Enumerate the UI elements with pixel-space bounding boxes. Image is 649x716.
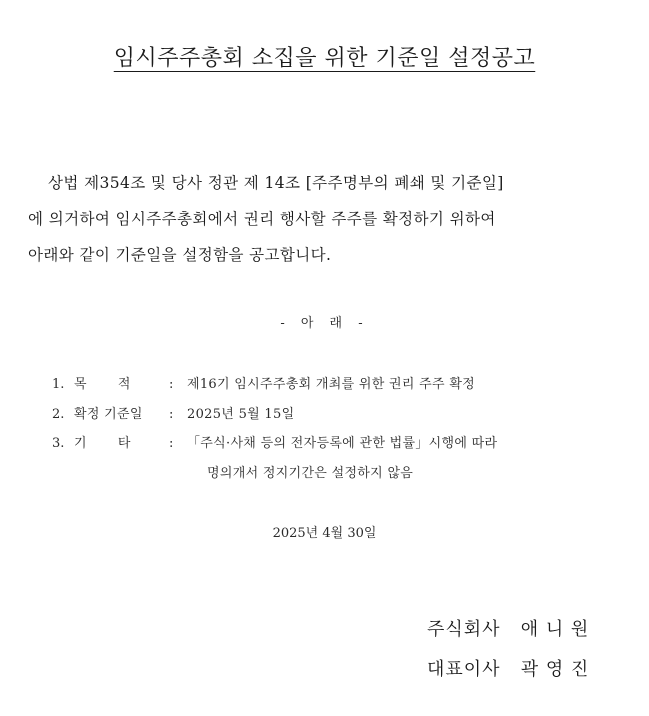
representative-name: 대표이사 곽 영 진 — [427, 659, 590, 680]
notice-body — [28, 165, 624, 273]
item-label: 목 적 — [74, 377, 131, 392]
company-name: 주식회사 애 니 원 — [427, 619, 590, 640]
item-list — [52, 370, 497, 488]
notice-date: 2025년 4월 30일 — [272, 526, 377, 541]
item-number: 3. — [52, 436, 65, 451]
body-line-3: 아래와 같이 기준일을 설정함을 공고합니다. — [28, 246, 332, 264]
item-colon: : — [169, 436, 174, 451]
body-line-1 — [28, 165, 624, 201]
item-value: 제16기 임시주주총회 개최를 위한 권리 주주 확정 — [187, 377, 476, 392]
item-label: 확정 기준일 — [74, 406, 143, 422]
item-value: 2025년 5월 15일 — [187, 406, 295, 422]
item-number: 2. — [52, 406, 65, 422]
item-continuation: 명의개서 정지기간은 설정하지 않음 — [207, 465, 414, 481]
item-value: 「주식·사채 등의 전자등록에 관한 법률」시행에 따라 — [187, 436, 498, 451]
item-label: 기 타 — [74, 436, 131, 451]
document-title — [0, 44, 649, 74]
title-text: 임시주주총회 소집을 위한 기준일 설정공고 — [113, 46, 536, 71]
list-item — [52, 370, 497, 400]
below-heading: - 아 래 - — [280, 316, 369, 331]
body-line-1-text: 상법 제354조 및 당사 정관 제 14조 [주주명부의 폐쇄 및 기준일] — [48, 174, 504, 192]
list-item — [52, 400, 497, 430]
list-item — [52, 429, 497, 459]
item-colon: : — [169, 377, 174, 392]
item-colon: : — [169, 406, 174, 422]
body-line-2: 에 의거하여 임시주주총회에서 권리 행사할 주주를 확정하기 위하여 — [28, 210, 496, 228]
item-number: 1. — [52, 377, 65, 392]
